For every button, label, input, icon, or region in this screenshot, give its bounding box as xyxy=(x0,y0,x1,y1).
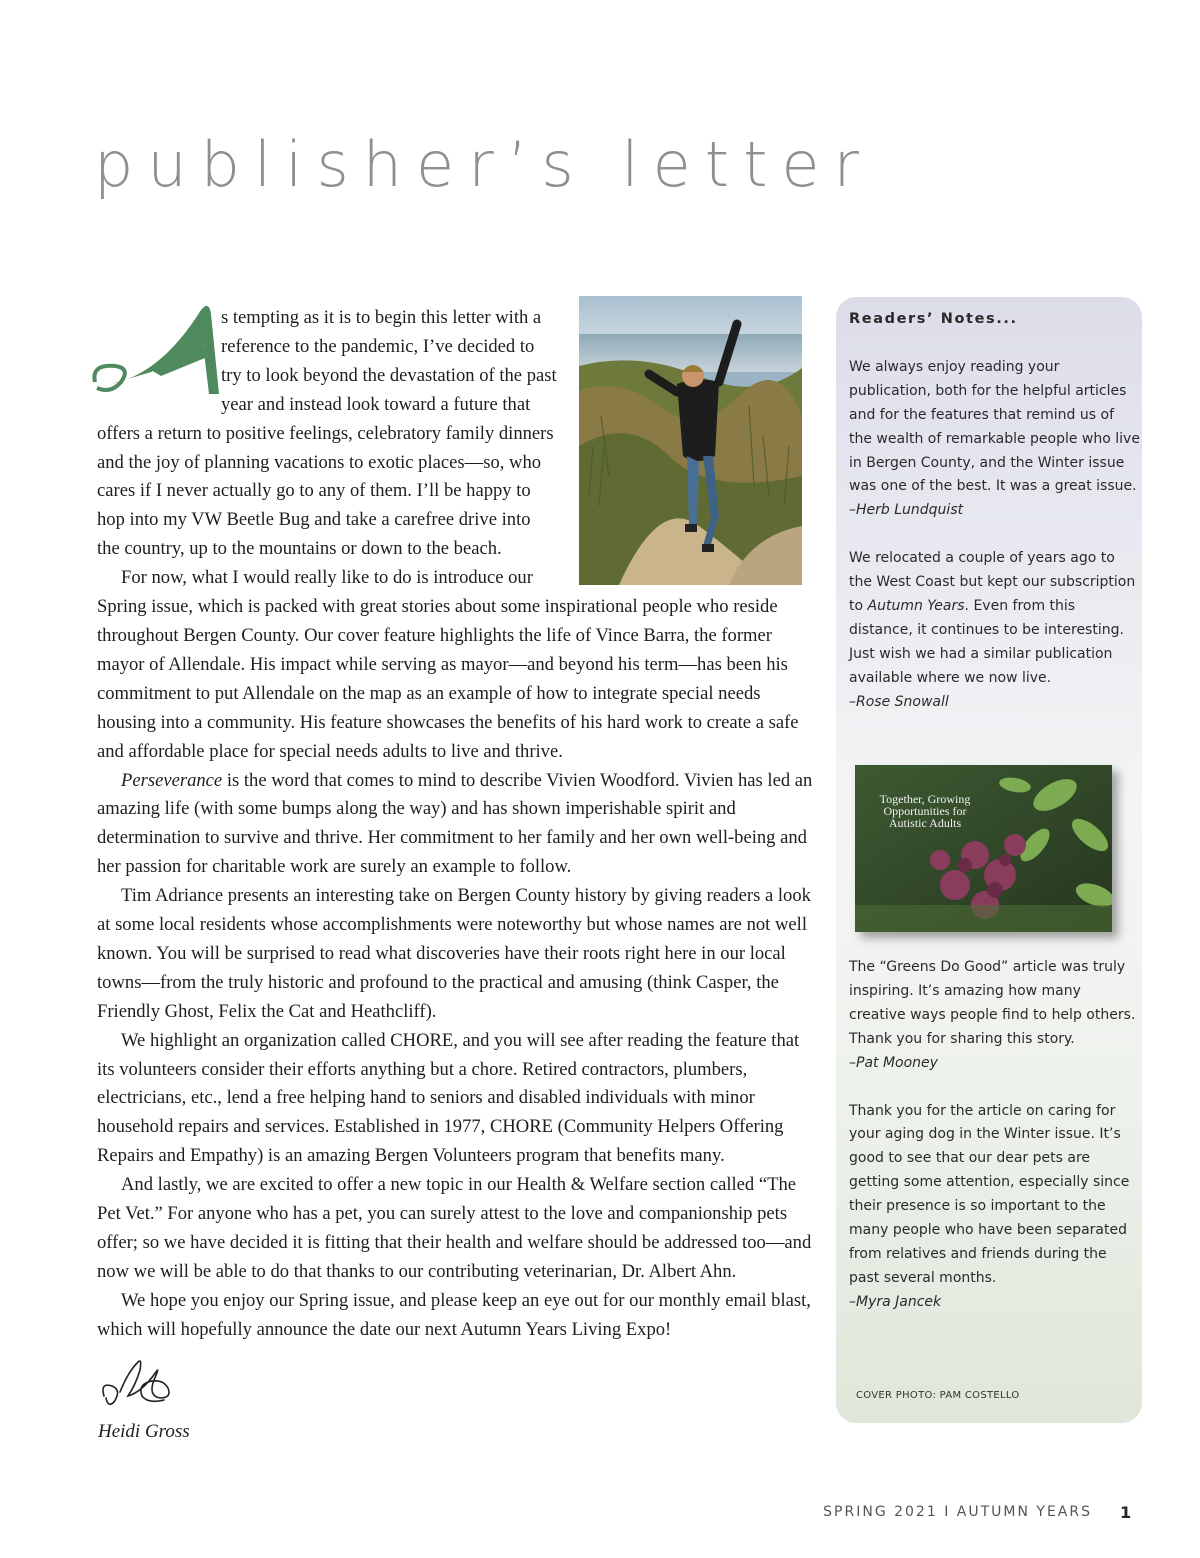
reader-note-4: Thank you for the article on caring for your aging dog in the Winter issue. It’s good to see that our dear pets are getting some attention, especially since their presence is so important to the many people who have been separated from relatives and friends during the past several months. –Myra Jancek xyxy=(849,1100,1141,1315)
letter-body xyxy=(97,304,817,1345)
article-thumbnail xyxy=(855,765,1112,932)
letter-paragraph-7: We hope you enjoy our Spring issue, and please keep an eye out for our monthly email blast, which will hopefully announce the date our next Autumn Years Living Expo! xyxy=(97,1289,811,1340)
readers-notes-lower xyxy=(849,956,1141,1339)
reader-note-3: The “Greens Do Good” article was truly inspiring. It’s amazing how many creative ways people find to help others. Thank you for sharing this story. –Pat Mooney xyxy=(849,956,1141,1076)
reader-note-3-author: –Pat Mooney xyxy=(849,1054,938,1071)
letter-paragraph-2: For now, what I would really like to do is introduce our Spring issue, which is packed with great stories about some inspirational people who reside throughout Bergen County. Our cover feature highlights the life of Vince Barra, the former mayor of Allendale. His impact while serving as mayor—and beyond his term—has been his commitment to put Allendale on the map as an example of how to integrate special needs housing into a community. His feature showcases the benefits of his hard work to create a safe and affordable place for special needs adults to live and thrive. xyxy=(97,567,799,762)
letter-paragraph-6: And lastly, we are excited to offer a new topic in our Health & Welfare section called “The Pet Vet.” For anyone who has a pet, you can surely attest to the love and companionship pets offer; so we have decided it is fitting that their health and welfare should be addressed too—and now we will be able to do that thanks to our contributing veterinarian, Dr. Albert Ahn. xyxy=(97,1174,812,1282)
readers-notes xyxy=(849,308,1141,739)
cover-photo-credit: COVER PHOTO: PAM COSTELLO xyxy=(856,1390,1020,1401)
drop-cap xyxy=(91,304,219,396)
letter-paragraph-1: s tempting as it is to begin this letter with a reference to the pandemic, I’ve decided to try to look beyond the devastation of the past year and instead look toward a future that offers a return to positive feelings, celebratory family dinners and the joy of planning vacations to exotic places—so, who cares if I never actually go to any of them. I’ll be happy to hop into my VW Beetle Bug and take a carefree drive into the country, up to the mountains or down to the beach. xyxy=(97,307,557,560)
letter-paragraph-4: Tim Adriance presents an interesting take on Bergen County history by giving readers a look at some local residents whose accomplishments were noteworthy but whose names are not well known. You will be surprised to read what discoveries have their roots right here in our local towns—from the truly historic and profound to the practical and amusing (think Casper, the Friendly Ghost, Felix the Cat and Heathcliff). xyxy=(97,885,811,1022)
thumbnail-title: Together, Growing Opportunities for Autistic Adults xyxy=(879,792,971,830)
footer-issue: SPRING 2021 I AUTUMN YEARS xyxy=(823,1504,1092,1520)
reader-note-1: We always enjoy reading your publication, both for the helpful articles and for the features that remind us of the wealth of remarkable people who live in Bergen County, and the Winter issue was one of the best. It was a great issue. –Herb Lundquist xyxy=(849,356,1141,523)
letter-paragraph-3: Perseverance is the word that comes to mind to describe Vivien Woodford. Vivien has led an amazing life (with some bumps along the way) and has shown imperishable spirit and determination to survive and thrive. Her commitment to her family and her own well-being and her passion for charitable work are surely an example to follow. xyxy=(97,769,813,878)
reader-note-2-author: –Rose Snowall xyxy=(849,693,949,710)
page-title: publisher’s letter xyxy=(94,128,874,201)
reader-note-1-author: –Herb Lundquist xyxy=(849,502,964,519)
readers-notes-heading: Readers’ Notes... xyxy=(849,311,1018,327)
emphasis-perseverance: Perseverance xyxy=(121,769,223,791)
reader-note-2: We relocated a couple of years ago to the West Coast but kept our subscription to Autumn Years. Even from this distance, it continues to be interesting. Just wish we had a similar publication available where we now live. –Rose Snowall xyxy=(849,547,1141,714)
author-name: Heidi Gross xyxy=(98,1421,190,1442)
reader-note-4-author: –Myra Jancek xyxy=(849,1293,942,1310)
page-number: 1 xyxy=(1120,1503,1132,1522)
letter-paragraph-5: We highlight an organization called CHORE, and you will see after reading the feature that its volunteers consider their efforts anything but a chore. Retired contractors, plumbers, electricians, etc., lend a free helping hand to seniors and disabled individuals with minor household repairs and services. Established in 1977, CHORE (Community Helpers Offering Repairs and Empathy) is an amazing Bergen Volunteers program that benefits many. xyxy=(97,1029,800,1167)
signature-image xyxy=(98,1352,178,1412)
